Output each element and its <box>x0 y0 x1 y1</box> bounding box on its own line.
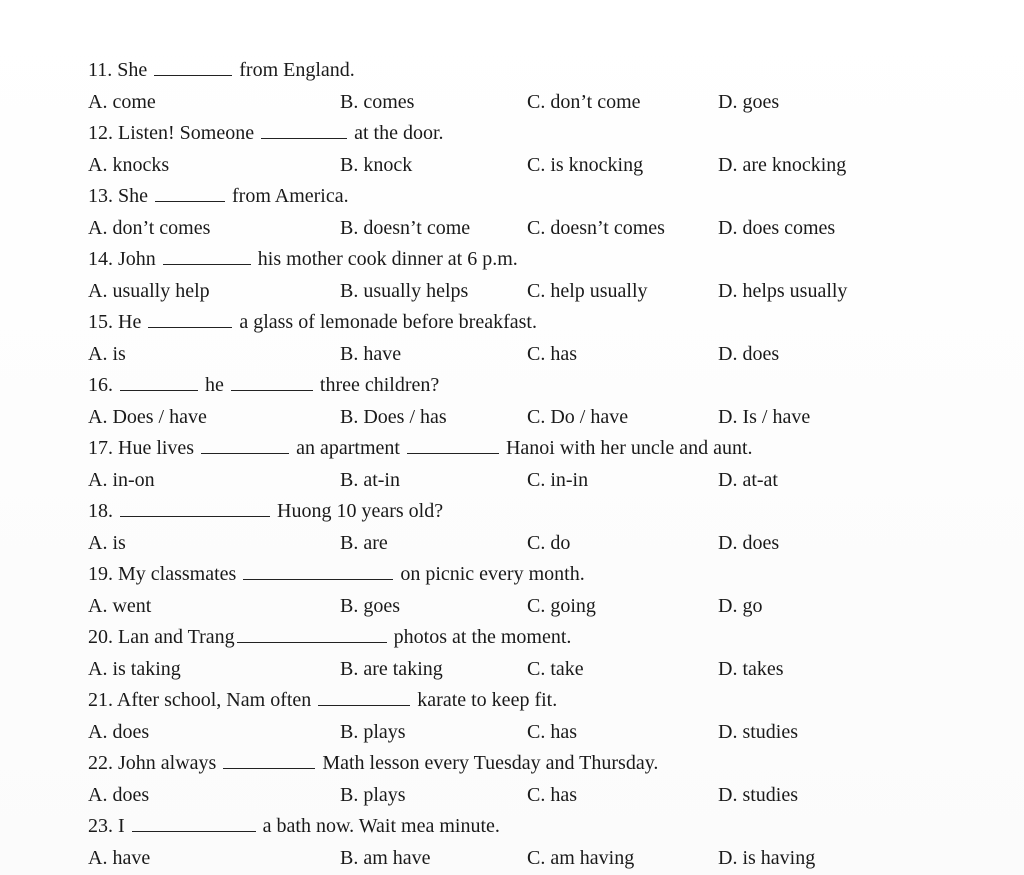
option-c[interactable]: C. doesn’t comes <box>527 217 665 239</box>
option-c[interactable]: C. going <box>527 595 596 617</box>
question-16 <box>84 371 944 434</box>
option-b[interactable]: B. have <box>340 343 402 365</box>
answer-options <box>84 214 944 244</box>
option-b[interactable]: B. are taking <box>340 658 443 680</box>
option-a[interactable]: A. Does / have <box>88 406 207 428</box>
option-d[interactable]: D. does <box>718 343 780 365</box>
option-c[interactable]: C. has <box>527 721 577 743</box>
option-d[interactable]: D. helps usually <box>718 280 848 302</box>
question-stem <box>88 434 753 462</box>
option-a[interactable]: A. in-on <box>88 469 155 491</box>
stem-text: Math lesson every Tuesday and Thursday. <box>317 752 659 774</box>
option-a[interactable]: A. knocks <box>88 154 170 176</box>
answer-blank[interactable] <box>163 246 251 265</box>
stem-text: 15. He <box>88 311 147 333</box>
option-a[interactable]: A. come <box>88 91 156 113</box>
stem-text: his mother cook dinner at 6 p.m. <box>252 248 518 270</box>
option-a[interactable]: A. usually help <box>88 280 210 302</box>
option-b[interactable]: B. at-in <box>340 469 400 491</box>
stem-text: photos at the moment. <box>388 626 572 648</box>
stem-text: 14. John <box>88 248 161 270</box>
option-a[interactable]: A. does <box>88 721 150 743</box>
stem-text: 11. She <box>88 59 153 81</box>
option-b[interactable]: B. goes <box>340 595 400 617</box>
stem-text: 23. I <box>88 815 130 837</box>
answer-blank[interactable] <box>155 183 225 202</box>
question-stem <box>88 749 658 777</box>
answer-options <box>84 781 944 811</box>
stem-text: 13. She <box>88 185 153 207</box>
stem-text: a bath now. Wait mea minute. <box>257 815 500 837</box>
answer-options <box>84 718 944 748</box>
option-d[interactable]: D. studies <box>718 784 798 806</box>
option-b[interactable]: B. plays <box>340 721 406 743</box>
option-d[interactable]: D. studies <box>718 721 798 743</box>
question-19 <box>84 560 944 623</box>
option-b[interactable]: B. plays <box>340 784 406 806</box>
stem-text: a glass of lemonade before breakfast. <box>234 311 537 333</box>
question-23 <box>84 812 944 875</box>
option-b[interactable]: B. usually helps <box>340 280 469 302</box>
stem-text: 22. John always <box>88 752 222 774</box>
option-d[interactable]: D. goes <box>718 91 780 113</box>
question-stem <box>88 560 585 588</box>
question-11 <box>84 56 944 119</box>
stem-text: three children? <box>314 374 440 396</box>
answer-options <box>84 844 944 874</box>
question-stem <box>88 371 439 399</box>
question-21 <box>84 686 944 749</box>
option-a[interactable]: A. does <box>88 784 150 806</box>
question-12 <box>84 119 944 182</box>
stem-text: 21. After school, Nam often <box>88 689 317 711</box>
option-c[interactable]: C. do <box>527 532 571 554</box>
answer-blank[interactable] <box>231 372 313 391</box>
answer-options <box>84 277 944 307</box>
stem-text: from England. <box>234 59 355 81</box>
option-d[interactable]: D. is having <box>718 847 816 869</box>
option-c[interactable]: C. help usually <box>527 280 648 302</box>
option-b[interactable]: B. am have <box>340 847 431 869</box>
question-stem <box>88 182 349 210</box>
question-14 <box>84 245 944 308</box>
option-b[interactable]: B. doesn’t come <box>340 217 471 239</box>
answer-options <box>84 403 944 433</box>
answer-blank[interactable] <box>407 435 499 454</box>
question-15 <box>84 308 944 371</box>
stem-text: 18. <box>88 500 118 522</box>
option-d[interactable]: D. Is / have <box>718 406 811 428</box>
option-a[interactable]: A. is <box>88 532 126 554</box>
option-d[interactable]: D. are knocking <box>718 154 847 176</box>
option-c[interactable]: C. is knocking <box>527 154 644 176</box>
stem-text: 17. Hue lives <box>88 437 200 459</box>
question-stem <box>88 245 518 273</box>
stem-text: 16. <box>88 374 118 396</box>
option-b[interactable]: B. knock <box>340 154 413 176</box>
question-stem <box>88 119 444 147</box>
option-c[interactable]: C. am having <box>527 847 635 869</box>
question-22 <box>84 749 944 812</box>
question-list <box>84 56 944 875</box>
answer-blank[interactable] <box>237 624 387 643</box>
answer-blank[interactable] <box>120 372 198 391</box>
question-stem <box>88 686 557 714</box>
answer-options <box>84 655 944 685</box>
stem-text: Huong 10 years old? <box>272 500 444 522</box>
answer-blank[interactable] <box>243 561 393 580</box>
option-b[interactable]: B. are <box>340 532 388 554</box>
stem-text: at the door. <box>349 122 444 144</box>
question-20 <box>84 623 944 686</box>
option-c[interactable]: C. has <box>527 784 577 806</box>
answer-blank[interactable] <box>148 309 232 328</box>
option-a[interactable]: A. went <box>88 595 152 617</box>
question-17 <box>84 434 944 497</box>
answer-blank[interactable] <box>318 687 410 706</box>
answer-options <box>84 88 944 118</box>
stem-text: 20. Lan and Trang <box>88 626 235 648</box>
answer-blank[interactable] <box>132 813 256 832</box>
option-d[interactable]: D. go <box>718 595 763 617</box>
stem-text: karate to keep fit. <box>412 689 558 711</box>
option-c[interactable]: C. take <box>527 658 584 680</box>
answer-blank[interactable] <box>223 750 315 769</box>
stem-text: 19. My classmates <box>88 563 242 585</box>
option-d[interactable]: D. does comes <box>718 217 836 239</box>
stem-text: he <box>200 374 229 396</box>
answer-options <box>84 151 944 181</box>
question-stem <box>88 812 500 840</box>
option-b[interactable]: B. comes <box>340 91 415 113</box>
question-stem <box>88 56 355 84</box>
question-18 <box>84 497 944 560</box>
option-b[interactable]: B. Does / has <box>340 406 447 428</box>
option-c[interactable]: C. has <box>527 343 577 365</box>
option-a[interactable]: A. don’t comes <box>88 217 211 239</box>
stem-text: an apartment <box>291 437 405 459</box>
option-a[interactable]: A. is <box>88 343 126 365</box>
answer-options <box>84 529 944 559</box>
answer-blank[interactable] <box>120 498 270 517</box>
option-c[interactable]: C. Do / have <box>527 406 629 428</box>
answer-options <box>84 466 944 496</box>
option-a[interactable]: A. is taking <box>88 658 181 680</box>
stem-text: 12. Listen! Someone <box>88 122 260 144</box>
question-stem <box>88 308 537 336</box>
option-c[interactable]: C. in-in <box>527 469 589 491</box>
answer-blank[interactable] <box>201 435 289 454</box>
option-c[interactable]: C. don’t come <box>527 91 641 113</box>
answer-options <box>84 592 944 622</box>
answer-blank[interactable] <box>261 120 347 139</box>
question-stem <box>88 497 443 525</box>
option-a[interactable]: A. have <box>88 847 151 869</box>
question-stem <box>88 623 571 651</box>
option-d[interactable]: D. takes <box>718 658 784 680</box>
question-13 <box>84 182 944 245</box>
stem-text: from America. <box>227 185 349 207</box>
stem-text: Hanoi with her uncle and aunt. <box>500 437 753 459</box>
option-d[interactable]: D. does <box>718 532 780 554</box>
stem-text: on picnic every month. <box>395 563 585 585</box>
answer-options <box>84 340 944 370</box>
answer-blank[interactable] <box>154 57 232 76</box>
option-d[interactable]: D. at-at <box>718 469 778 491</box>
